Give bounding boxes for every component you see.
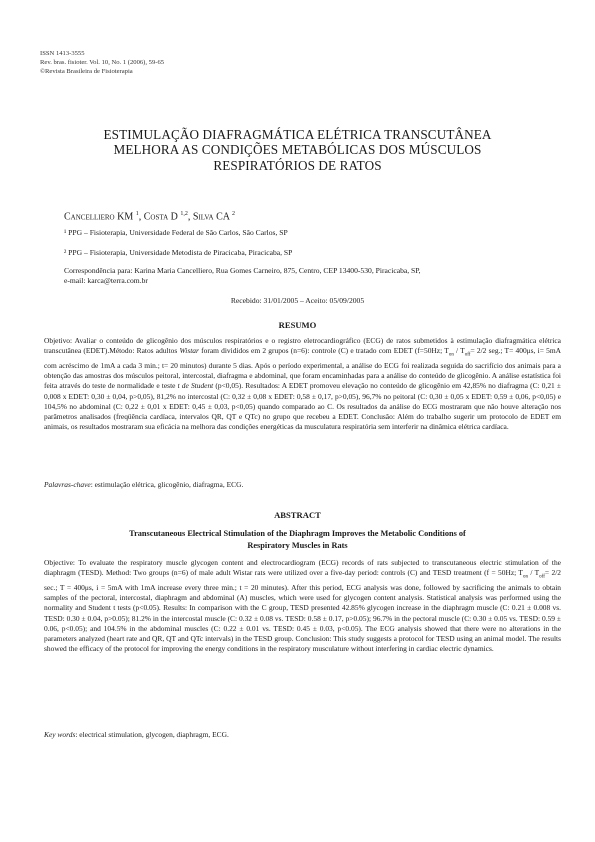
author-affiliation-mark: 1,2 bbox=[180, 211, 188, 217]
abstract-text bbox=[44, 558, 561, 654]
resumo-italic-term: Wistar bbox=[179, 346, 199, 356]
resumo-objective: Objetivo: Avaliar o conteúdo de glicogênio dos músculos respiratórios e o registro eletrocardiográfico (ECG) de ratos submetidos à estimulação diafragmática elétrica transcutânea (EDET). bbox=[44, 336, 561, 356]
author-list bbox=[64, 211, 235, 222]
palavras-chave bbox=[44, 480, 561, 490]
title-line-2: MELHORA AS CONDIÇÕES METABÓLICAS DOS MÚSCULOS bbox=[113, 142, 482, 158]
affiliation-2: ² PPG – Fisioterapia, Universidade Metodista de Piracicaba, Piracicaba, SP bbox=[64, 248, 293, 257]
author-initials: CA bbox=[213, 211, 232, 223]
author-surname: Costa bbox=[143, 211, 169, 223]
correspondence-email: e-mail: karca@terra.com.br bbox=[64, 276, 148, 285]
author-separator: , bbox=[138, 211, 144, 223]
author-initials: D bbox=[168, 211, 181, 223]
copyright: ©Revista Brasileira de Fisioterapia bbox=[40, 67, 133, 75]
resumo-subscript: off bbox=[464, 352, 471, 358]
affiliation-1: ¹ PPG – Fisioterapia, Universidade Federal de São Carlos, São Carlos, SP bbox=[64, 228, 288, 237]
abstract-text-part: = 2/2 sec.; T = 400μs, i = 5mA with 1mA increase every three min.; t = 20 minutes). After this period, ECG analysis was done, followed by sacrificing the animals to obtain samples of the pectoral, intercostal, diaphragm and abdominal (A) muscles, which were used for glycogen content analysis. Statistical analysis was performed using the normality and Student t tests (p<0.05). Results: In comparison with the C group, TESD presented 42.85% glycogen increase in the diaphragm muscle (C: 0.21 ± 0.008 vs. TESD: 0.30 ± 0.04, p>0.05); 81.2% in the intercostal muscle (C: 0.32 ± 0.08 vs. TESD: 0.58 ± 0.17, p>0.05); 96.7% in the pectoral muscle (C: 0.30 ± 0.05 vs. TESD: 0.59 ± 0.06, p<0.05); and 104.5% in the abdominal muscles (C: 0.22 ± 0.01 vs. TESD: 0.45 ± 0.03, p<0.05). The ECG analysis showed that there were no alterations in the parameters analyzed (heart rate and QR, QT and QTc intervals) in the TESD group. Conclusion: This study suggests a protocol for TESD using an animal model. The results showed the efficacy of the protocol for improving the energy conditions in the respiratory musculature without interfering in cardiac electric dynamics. bbox=[44, 568, 561, 654]
author-initials: KM bbox=[114, 211, 136, 223]
issn: ISSN 1413-3555 bbox=[40, 50, 85, 57]
resumo-italic-term: t de Student bbox=[177, 381, 214, 391]
journal-header bbox=[40, 50, 164, 76]
resumo-method: Método: Ratos adultos bbox=[109, 346, 180, 356]
resumo-heading: RESUMO bbox=[278, 320, 317, 330]
author-surname: Silva bbox=[192, 211, 214, 223]
keywords-text: : electrical stimulation, glycogen, diaphragm, ECG. bbox=[75, 730, 229, 739]
author-separator: , bbox=[187, 211, 193, 223]
abstract-text-part: / T bbox=[527, 568, 540, 578]
author-affiliation-mark: 2 bbox=[231, 211, 235, 217]
correspondence bbox=[64, 266, 534, 286]
abstract-title-line-2: Respiratory Muscles in Rats bbox=[247, 540, 348, 550]
resumo-text bbox=[44, 336, 561, 432]
abstract-heading: ABSTRACT bbox=[274, 510, 321, 520]
abstract-subscript: off bbox=[539, 574, 545, 580]
author-surname: Cancelliero bbox=[64, 211, 115, 223]
paper-title bbox=[80, 127, 515, 173]
abstract-text-part: Objective: To evaluate the respiratory muscle glycogen content and electrocardiogram (ECG) records of rats subjected to transcutaneous electric stimulation of the diaphragm (TESD). Method: Two groups (n=6) of male adult Wistar rats were utilized over a five-day period: controls (C) and TESD treatment (f = 50Hz; T bbox=[44, 558, 561, 578]
keywords-label: Palavras-chave bbox=[44, 480, 91, 489]
key-words bbox=[44, 730, 561, 740]
resumo-text-part: = 2/2 seg.; T= 400μs, i= 5mA com acréscimo de 1mA a cada 3 min.; t= 20 minutos) durante 5 dias. Após o período experimental, a análise do ECG foi realizada seguida do sacrifício dos animais para a obtenção das amostras dos músculos peitoral, intercostal, diafragma e abdominal, que foram encaminhadas para a análise do conteúdo de glicogênio. A análise estatística foi feita através do teste de normalidade e teste bbox=[44, 346, 561, 391]
abstract-subscript: on bbox=[522, 574, 528, 580]
received-dates: Recebido: 31/01/2005 – Aceito: 05/09/2005 bbox=[230, 296, 365, 305]
resumo-text-part: / T bbox=[453, 346, 465, 356]
abstract-title-line-1: Transcutaneous Electrical Stimulation of the Diaphragm Improves the Metabolic Conditions of bbox=[129, 529, 466, 538]
resumo-text-part: foram divididos em 2 grupos (n=6): controle (C) e tratado com EDET (f=50Hz; T bbox=[198, 346, 449, 356]
author-affiliation-mark: 1 bbox=[135, 211, 139, 217]
abstract-title bbox=[60, 528, 535, 551]
keywords-label: Key words bbox=[44, 730, 76, 739]
title-line-3: RESPIRATÓRIOS DE RATOS bbox=[213, 157, 382, 173]
title-line-1: ESTIMULAÇÃO DIAFRAGMÁTICA ELÉTRICA TRANSCUTÂNEA bbox=[103, 127, 492, 142]
resumo-subscript: on bbox=[448, 352, 454, 358]
keywords-text: : estimulação elétrica, glicogênio, diafragma, ECG. bbox=[90, 480, 244, 489]
resumo-results: (p<0,05). Resultados: A EDET promoveu elevação no conteúdo de glicogênio em 42,85% no diafragma (C: 0,21 ± 0,008 x EDET: 0,30 ± 0,04, p>0,05), 81,2% no intercostal (C: 0,32 ± 0,08 x EDET: 0,58 ± 0,17, p>0,05), 96,7% no peitoral (C: 0,30 ± 0,05 x EDET: 0,59 ± 0,06, p<0,05) e 104,5% no abdominal (C: 0,22 ± 0,01 x EDET: 0,45 ± 0,03, p<0,05) quando comparado ao C. Os resultados da análise do ECG mostraram que não houve alteração nos parâmetros analisados (freqüência cardíaca, intervalos QR, QT e QTc) no grupo que recebeu a EDET. Conclusão: Além do trabalho sugerir um protocolo de EDET em animais, os resultados mostraram sua eficácia na melhora das condições energéticas da musculatura respiratória sem interferir na dinâmica elétrica cardíaca. bbox=[44, 381, 561, 432]
journal-citation: Rev. bras. fisioter. Vol. 10, No. 1 (2006), 59-65 bbox=[40, 58, 165, 66]
correspondence-address: Correspondência para: Karina Maria Cancelliero, Rua Gomes Carneiro, 875, Centro, CEP 13400-530, Piracicaba, SP, bbox=[64, 266, 421, 275]
